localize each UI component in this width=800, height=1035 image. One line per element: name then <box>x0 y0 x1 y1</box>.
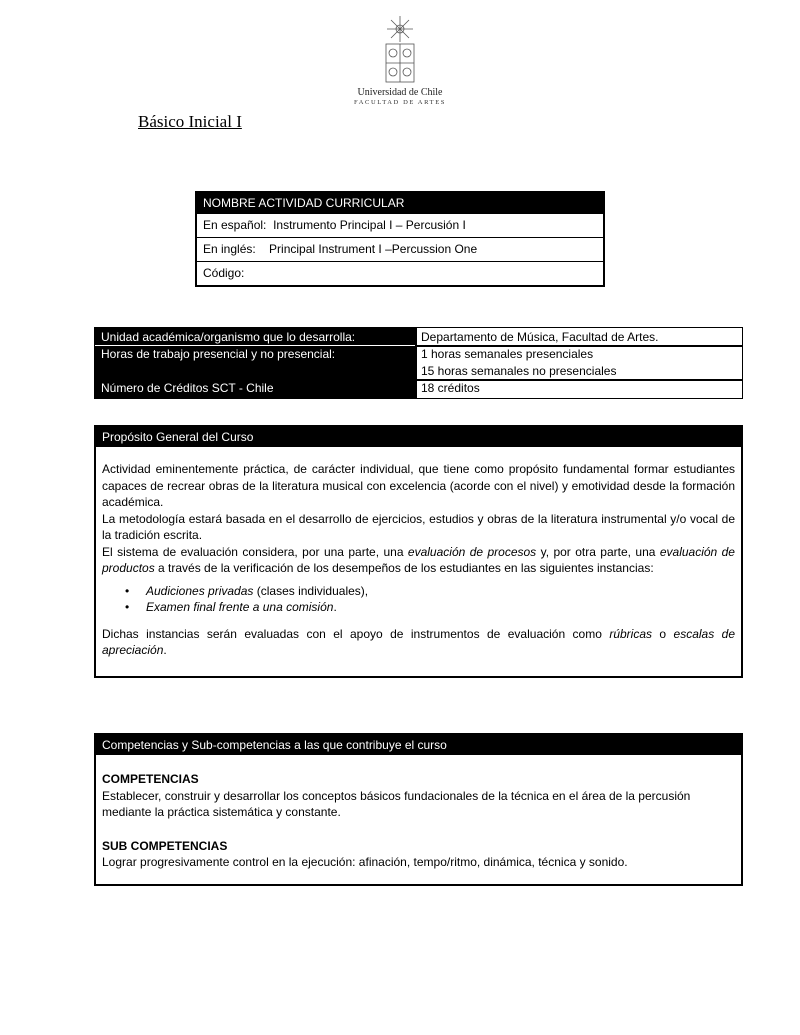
english-name-row <box>197 237 603 261</box>
activity-name-table <box>195 191 605 287</box>
purpose-section <box>94 425 743 678</box>
hours-value-2: 15 horas semanales no presenciales <box>421 364 617 378</box>
document-title: Básico Inicial I <box>138 112 242 131</box>
purpose-paragraph-2: La metodología estará basada en el desarrollo de ejercicios, estudios y obras de la literatura instrumental y/o vocal de la tradición escrita. <box>102 511 735 542</box>
purpose-paragraph-1: Actividad eminentemente práctica, de carácter individual, que tiene como propósito fundamental formar estudiantes capaces de recrear obras de la literatura musical con excelencia (acorde con el nivel) y emotividad desde la formación académica. <box>102 462 735 509</box>
info-labels-column <box>95 328 415 398</box>
faculty-name: FACULTAD DE ARTES <box>353 99 447 106</box>
english-label: En inglés: <box>203 242 256 256</box>
info-values-column <box>415 328 742 398</box>
purpose-header: Propósito General del Curso <box>96 427 741 447</box>
english-value: Principal Instrument I –Percussion One <box>269 242 478 256</box>
unit-label: Unidad académica/organismo que lo desarrolla: <box>101 330 356 344</box>
spanish-value: Instrumento Principal I – Percusión I <box>273 218 466 232</box>
credits-label: Número de Créditos SCT - Chile <box>101 381 274 395</box>
hours-label: Horas de trabajo presencial y no presencial: <box>101 347 336 361</box>
competencies-text: Establecer, construir y desarrollar los conceptos básicos fundacionales de la técnica en el área de la percusión mediante la práctica sistemática y constante. <box>102 788 691 819</box>
purpose-paragraph-4: Dichas instancias serán evaluadas con el apoyo de instrumentos de evaluación como rúbricas o escalas de apreciación. <box>102 626 736 657</box>
list-item: • Audiciones privadas (clases individuales), <box>146 583 735 600</box>
spanish-label: En español: <box>203 218 267 232</box>
hours-value-1: 1 horas semanales presenciales <box>421 347 594 361</box>
evaluation-list <box>102 583 735 616</box>
code-label: Código: <box>203 266 245 280</box>
course-info-table <box>94 327 743 399</box>
university-name: Universidad de Chile <box>357 87 443 98</box>
competencies-section <box>94 733 743 886</box>
list-item: • Examen final frente a una comisión. <box>146 599 735 616</box>
activity-table-header: NOMBRE ACTIVIDAD CURRICULAR <box>197 193 603 213</box>
university-crest-icon <box>380 16 420 84</box>
purpose-paragraph-3: El sistema de evaluación considera, por una parte, una evaluación de procesos y, por otra parte, una evaluación de productos a través de la verificación de los desempeños de los estudiantes en las siguientes instancias: <box>102 544 735 575</box>
spanish-name-row <box>197 213 603 237</box>
credits-value: 18 créditos <box>421 381 480 395</box>
competencies-header: Competencias y Sub-competencias a las que contribuye el curso <box>96 735 741 755</box>
code-row <box>197 261 603 285</box>
competencies-title: COMPETENCIAS <box>102 772 199 786</box>
unit-value: Departamento de Música, Facultad de Artes. <box>421 330 659 344</box>
university-logo <box>345 16 455 106</box>
sub-competencies-title: SUB COMPETENCIAS <box>102 838 228 853</box>
sub-competencies-text: Lograr progresivamente control en la ejecución: afinación, tempo/ritmo, dinámica, técnica y sonido. <box>102 855 628 869</box>
